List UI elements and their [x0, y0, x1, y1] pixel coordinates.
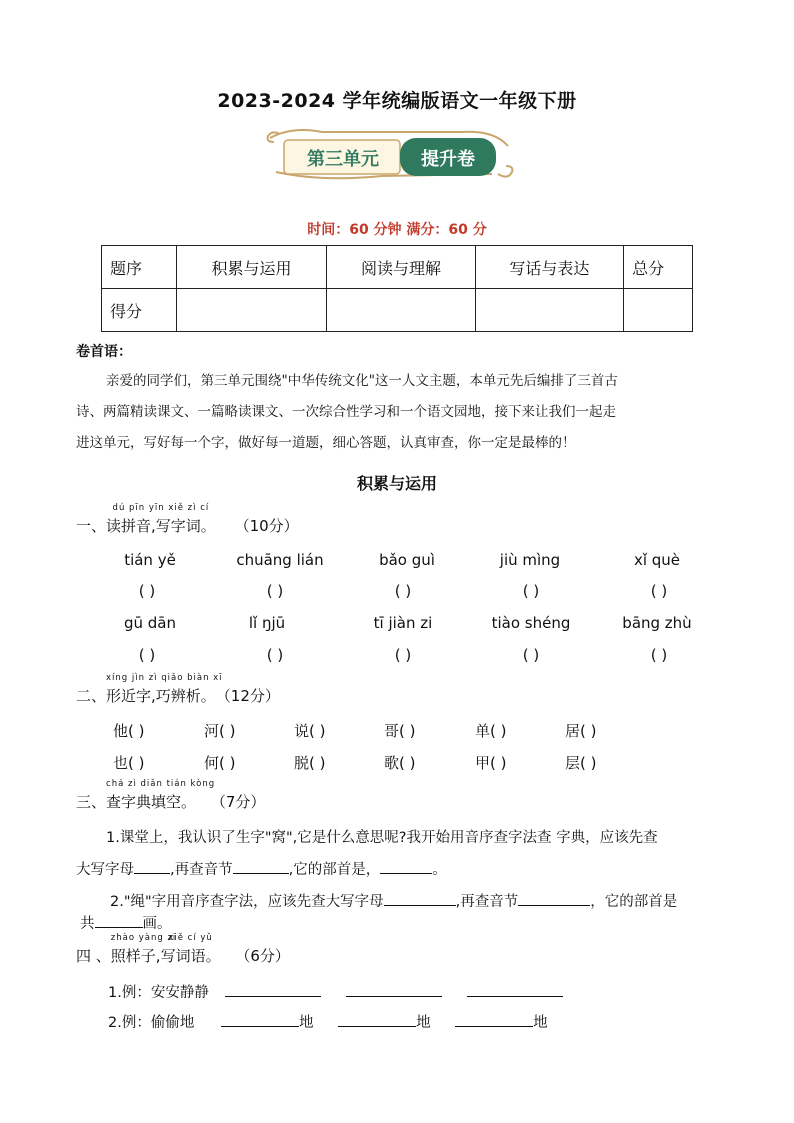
score-table — [101, 245, 693, 332]
pinyin-item: tián yě — [124, 551, 176, 569]
score-table-header-row — [102, 246, 693, 289]
char-blank[interactable]: 居( ) — [565, 722, 597, 740]
answer-blank[interactable]: ( ) — [522, 582, 540, 600]
fill-blank[interactable] — [134, 859, 170, 874]
question-text: zhào yàng zi 照样子, — [110, 933, 177, 965]
page-title: 2023-2024 学年统编版语文一年级下册 — [217, 90, 577, 112]
section-heading: 积累与运用 — [356, 474, 437, 493]
answer-blank[interactable]: ( ) — [394, 582, 412, 600]
table-header-cell: 题序 — [102, 246, 177, 289]
time-score-info: 时间：60 分钟 满分：60 分 — [307, 222, 487, 238]
question-pinyin: zhào yàng zi — [110, 933, 177, 943]
preface-line: 亲爱的同学们，第三单元围绕"中华传统文化"这一人文主题，本单元先后编排了三首古 — [106, 373, 618, 389]
table-row-label: 得分 — [102, 289, 177, 332]
question-number: 一、 — [76, 517, 107, 535]
char-blank[interactable]: 他( ) — [113, 722, 145, 740]
question-text: chá zì diǎn tián kòng 查字典填空。 — [106, 779, 216, 811]
question-text: xíng jìn zì qiǎo biàn xī 形近字,巧辨析。 — [106, 673, 223, 705]
fill-blank[interactable] — [221, 1012, 299, 1027]
question-score: （7分） — [210, 793, 266, 811]
score-table-score-row — [102, 289, 693, 332]
char-blank[interactable]: 说( ) — [294, 722, 326, 740]
answer-blank[interactable]: ( ) — [266, 582, 284, 600]
unit-banner — [262, 124, 514, 186]
preface-line: 进这单元，写好每一个字，做好每一道题，细心答题，认真审查，你一定是最棒的！ — [76, 435, 576, 451]
pinyin-item: xǐ què — [633, 551, 681, 569]
answer-blank[interactable]: ( ) — [650, 582, 668, 600]
char-blank[interactable]: 甲( ) — [475, 754, 507, 772]
q4-example-1: 1.例：安安静静 — [108, 981, 563, 1002]
banner-unit-label: 第三单元 — [307, 149, 379, 170]
table-header-cell: 总分 — [624, 246, 693, 289]
question-score: （10分） — [234, 517, 299, 535]
score-cell[interactable] — [624, 289, 693, 332]
score-cell[interactable] — [475, 289, 623, 332]
char-blank[interactable]: 哥( ) — [384, 722, 416, 740]
answer-blank[interactable]: ( ) — [138, 582, 156, 600]
answer-blank[interactable]: ( ) — [138, 646, 156, 664]
char-blank[interactable]: 也( ) — [113, 754, 145, 772]
pinyin-item: bāng zhù — [622, 614, 692, 632]
q3-item1-line1: 1.课堂上，我认识了生字"窝",它是什么意思呢?我开始用音序查字法查 字典，应该先查 — [106, 830, 658, 846]
fill-blank[interactable] — [518, 891, 590, 906]
pinyin-item: chuāng lián — [236, 551, 324, 569]
question-text: xiě cí yǔ 写词语。 — [160, 933, 221, 965]
question-2-title — [76, 673, 280, 706]
question-pinyin: chá zì diǎn tián kòng — [106, 779, 216, 789]
char-blank[interactable]: 单( ) — [475, 722, 507, 740]
question-4-title — [76, 933, 290, 966]
table-header-cell: 积累与运用 — [176, 246, 326, 289]
question-pinyin: xíng jìn zì qiǎo biàn xī — [106, 673, 223, 683]
answer-blank[interactable]: ( ) — [522, 646, 540, 664]
answer-blank[interactable]: ( ) — [266, 646, 284, 664]
pinyin-item: lǐ ŋjū — [248, 614, 286, 632]
pinyin-item: tiào shéng — [491, 614, 571, 632]
pinyin-item: bǎo guì — [379, 551, 435, 569]
char-blank[interactable]: 何( ) — [204, 754, 236, 772]
q3-item2-line2: 共 画。 — [80, 912, 172, 933]
score-cell[interactable] — [176, 289, 326, 332]
question-pinyin: xiě cí yǔ — [168, 933, 213, 943]
preface-line: 诗、两篇精读课文、一篇略读课文、一次综合性学习和一个语文园地，接下来让我们一起走 — [76, 404, 616, 420]
question-1-title — [76, 503, 299, 536]
question-number: 二、 — [76, 687, 107, 705]
char-blank[interactable]: 歌( ) — [384, 754, 416, 772]
fill-blank[interactable] — [455, 1012, 533, 1027]
question-text: dú pīn yīn xiě zì cí 读拼音,写字词。 — [106, 503, 216, 535]
q4-example-2: 2.例：偷偷地 地 地 地 — [108, 1011, 548, 1032]
pinyin-item: tī jiàn zi — [373, 614, 433, 632]
question-score: （12分） — [215, 687, 280, 705]
answer-blank[interactable]: ( ) — [394, 646, 412, 664]
char-blank[interactable]: 河( ) — [204, 722, 236, 740]
preface-label: 卷首语： — [76, 344, 132, 360]
fill-blank[interactable] — [225, 982, 321, 997]
score-cell[interactable] — [327, 289, 475, 332]
fill-blank[interactable] — [95, 913, 143, 928]
char-blank[interactable]: 脱( ) — [294, 754, 326, 772]
question-number: 四 、 — [76, 947, 111, 965]
fill-blank[interactable] — [384, 891, 456, 906]
char-blank[interactable]: 层( ) — [565, 754, 597, 772]
question-number: 三、 — [76, 793, 107, 811]
question-3-title — [76, 779, 266, 812]
pinyin-item: gū dān — [123, 614, 177, 632]
fill-blank[interactable] — [233, 859, 289, 874]
q3-item2-line1: 2."绳"字用音序查字法，应该先查大写字母 ,再查音节 ，它的部首是 — [110, 890, 677, 911]
answer-blank[interactable]: ( ) — [650, 646, 668, 664]
table-header-cell: 写话与表达 — [475, 246, 623, 289]
table-header-cell: 阅读与理解 — [327, 246, 475, 289]
question-score: （6分） — [235, 947, 290, 965]
pinyin-item: jiù mìng — [499, 551, 561, 569]
fill-blank[interactable] — [338, 1012, 416, 1027]
fill-blank[interactable] — [467, 982, 563, 997]
q3-item1-line2: 大写字母 ,再查音节 ,它的部首是， 。 — [76, 858, 447, 879]
fill-blank[interactable] — [380, 859, 432, 874]
fill-blank[interactable] — [346, 982, 442, 997]
question-pinyin: dú pīn yīn xiě zì cí — [112, 503, 210, 513]
banner-tag-label: 提升卷 — [421, 149, 475, 170]
